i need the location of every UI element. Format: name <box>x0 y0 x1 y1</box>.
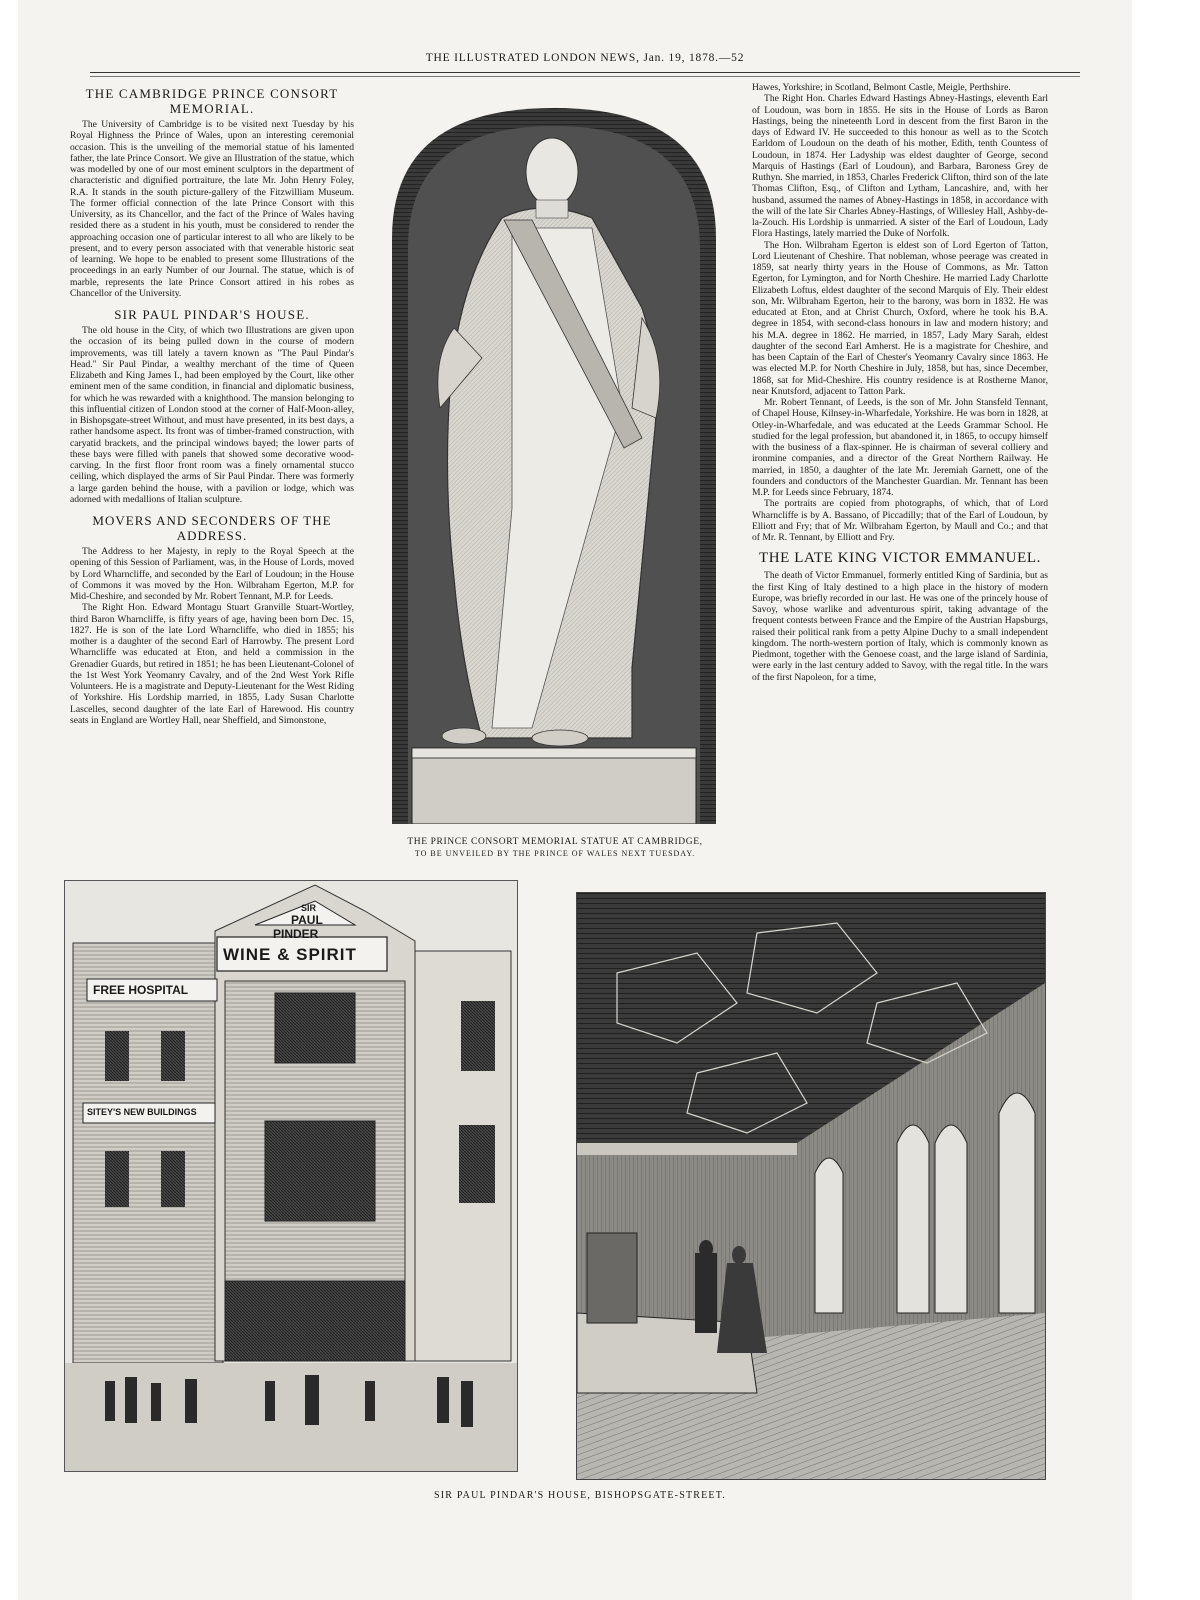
statue-caption <box>360 836 750 860</box>
sign-wine-spirit: WINE & SPIRIT <box>223 945 357 964</box>
wharncliffe-continued: Hawes, Yorkshire; in Scotland, Belmont Castle, Meigle, Perthshire. <box>752 82 1011 93</box>
portraits-paragraph: The portraits are copied from photographs, of which, that of Lord Wharncliffe is by A. Bassano, of Piccadilly; that of the Earl of Loudoun, by Elliott and Fry; that of Mr. Wilbraham Egerton, by Maull and Co.; and that of Mr. R. Tennant, by Elliott and Fry. <box>752 498 1048 543</box>
loudoun-paragraph: The Right Hon. Charles Edward Hastings Abney-Hastings, eleventh Earl of Loudoun, was born in 1855. He sits in the House of Lords as Baron Hastings, being the nineteenth Lord in descent from the first Baron in the days of Edward IV. He succeeded to this honour as well as to the Scotch Earldom of Loudoun on the death of his mother, Edith, tenth Countess of Loudoun, in 1874. Her Ladyship was eldest daughter of George, second Marquis of Hastings (Earl of Loudoun), and Barbara, Baroness Grey de Ruthyn. She married, in 1853, Charles Frederick Clifton, third son of the late Thomas Clifton, Esq., of Clifton and Lytham, Lancashire, and, with her husband, assumed the names of Abney-Hastings in 1858, in accordance with the will of the late Sir Charles Abney-Hastings, of Willesley Hall, Ashby-de-la-Zouch. His Lordship is unmarried. A sister of the Earl of Loudoun, Lady Flora Hastings, lately married the Duke of Norfolk. <box>752 93 1048 240</box>
statue-caption-line-2: TO BE UNVEILED BY THE PRINCE OF WALES NEXT TUESDAY. <box>414 849 696 858</box>
sign-free-hospital: FREE HOSPITAL <box>93 983 189 997</box>
exterior-engraving <box>65 881 517 1471</box>
bottom-caption: SIR PAUL PINDAR'S HOUSE, BISHOPSGATE-STREET. <box>433 1490 727 1501</box>
right-column <box>752 82 1048 683</box>
masthead-rule-2 <box>90 76 1080 77</box>
movers-paragraph: The Address to her Majesty, in reply to the Royal Speech at the opening of this Session of Parliament, was, in the House of Lords, moved by Lord Wharncliffe, and seconded by the Earl of Loudoun; in the House of Commons it was moved by the Hon. Wilbraham Egerton, M.P. for Mid-Cheshire, and seconded by Mr. Robert Tennant, M.P. for Leeds. <box>70 546 354 602</box>
pindar-article: The old house in the City, of which two Illustrations are given upon the occasion of its being pulled down in the course of modern improvements, was till lately a tavern known as "The Paul Pindar's Head." Sir Paul Pindar, a wealthy merchant of the time of Queen Elizabeth and King James I., had been employed by the Court, like other eminent men of the same condition, in financial and diplomatic business, for which he was rewarded with a knighthood. The mansion belonging to this influential citizen of London stood at the corner of Half-Moon-alley, in Bishopsgate-street Without, and must have presented, in its best days, a rather handsome aspect. Its front was of timber-framed construction, with caryatid brackets, and the principal windows bayed; the lower parts of these bays were filled with panels that showed some decorative wood-carving. In the first floor front room was a finely ornamental stucco ceiling, which displayed the arms of Sir Paul Pindar. There was formerly a large garden behind the house, with a pavilion or lodge, which was adorned with medallions of Italian sculpture. <box>70 325 354 505</box>
memorial-heading-2: MEMORIAL. <box>169 101 255 116</box>
movers-heading-2: ADDRESS. <box>176 528 248 543</box>
interior-illustration <box>576 892 1046 1480</box>
pindar-heading: SIR PAUL PINDAR'S HOUSE. <box>114 307 310 322</box>
sign-pinder: PINDER <box>273 927 319 941</box>
movers-heading-1: MOVERS AND SECONDERS OF THE <box>92 513 332 528</box>
sign-sir: SIR <box>301 903 317 913</box>
sign-new-buildings: SITEY'S NEW BUILDINGS <box>87 1107 197 1117</box>
egerton-paragraph: The Hon. Wilbraham Egerton is eldest son of Lord Egerton of Tatton, Lord Lieutenant of Cheshire. That nobleman, whose peerage was created in 1859, sat nearly thirty years in the House of Commons, as Mr. Tatton Egerton, for Lymington, and for North Cheshire. He married Lady Charlotte Elizabeth Loftus, eldest daughter of the second Marquis of Ely. Their eldest son, Mr. Wilbraham Egerton, heir to the barony, was born in 1832. He was educated at Eton, and at Christ Church, Oxford, where he took his B.A. degree in 1854, with second-class honours in law and modern history; and his M.A. degree in 1862. He married, in 1857, Lady Mary Sarah, eldest daughter of the second Earl Amherst. He is a magistrate for Cheshire, and has been Captain of the Earl of Chester's Yeomanry Cavalry since 1863. He was elected M.P. for North Cheshire in July, 1858, but has, since December, 1868, sat for Mid-Cheshire. His country residence is at Rostherne Manor, near Knutsford, adjacent to Tatton Park. <box>752 239 1048 397</box>
statue-caption-line-1: THE PRINCE CONSORT MEMORIAL STATUE AT CAMBRIDGE, <box>407 837 703 847</box>
memorial-heading-1: THE CAMBRIDGE PRINCE CONSORT <box>85 86 339 101</box>
masthead-rule <box>90 72 1080 73</box>
wharncliffe-paragraph: The Right Hon. Edward Montagu Stuart Granville Stuart-Wortley, third Baron Wharncliffe, is fifty years of age, having been born Dec. 15, 1827. He is son of the late Lord Wharncliffe, who died in 1855; his mother is a daughter of the second Earl of Harrowby. The present Lord Wharncliffe was educated at Eton, and held a commission in the Grenadier Guards, but retired in 1851; he has been Lieutenant-Colonel of the 1st West York Yeomanry Cavalry, and of the 2nd West York Rifle Volunteers. He is a magistrate and Deputy-Lieutenant for the West Riding of Yorkshire. His Lordship married, in 1855, Lady Susan Charlotte Lascelles, second daughter of the late Earl of Harewood. His country seats in England are Wortley Hall, near Sheffield, and Simonstone, <box>70 602 354 726</box>
interior-engraving <box>577 893 1045 1479</box>
masthead: THE ILLUSTRATED LONDON NEWS, Jan. 19, 1878.—52 <box>425 52 745 64</box>
exterior-illustration <box>64 880 518 1472</box>
left-column <box>70 86 354 726</box>
tennant-paragraph: Mr. Robert Tennant, of Leeds, is the son of Mr. John Stansfeld Tennant, of Chapel House, Kilnsey-in-Wharfedale, Yorkshire. He was born in 1828, at Otley-in-Wharfedale, and was educated at the Leeds Grammar School. He studied for the legal profession, but abandoned it, in 1865, to occupy himself with the business of a flax-spinner. He is chairman of several colliery and ironmine companies, and a director of the Great Northern Railway. He married, in 1850, a daughter of the late Mr. Jeremiah Garnett, one of the founders and conductors of the Manchester Guardian. Mr. Tennant has been M.P. for Leeds since February, 1874. <box>752 397 1049 498</box>
page-edge <box>1132 0 1200 1600</box>
statue-engraving <box>392 108 716 824</box>
sign-paul: PAUL <box>291 913 323 927</box>
king-heading: THE LATE KING VICTOR EMMANUEL. <box>758 550 1041 567</box>
statue-illustration <box>392 108 716 824</box>
king-article: The death of Victor Emmanuel, formerly entitled King of Sardinia, but as the first King of Italy destined to a high place in the history of modern Europe, was briefly recorded in our last. He was one of the princely house of Savoy, whose warlike and adventurous spirit, taking advantage of the frequent contests between France and the Empire of the Austrian Hapsburgs, raised their political rank from a petty Alpine Duchy to a small independent kingdom. The north-western portion of Italy, which is commonly known as Piedmont, together with the Genoese coast, and the large island of Sardinia, were early in the last century added to Savoy, with the regal title. In the wars of the first Napoleon, for a time, <box>752 570 1048 683</box>
memorial-article: The University of Cambridge is to be visited next Tuesday by his Royal Highness the Prince of Wales, upon an interesting ceremonial occasion. This is the unveiling of the memorial statue of his lamented father, the late Prince Consort. We give an Illustration of the statue, which was modelled by one of our most eminent sculptors in the department of characteristic and dignified portraiture, the late Mr. John Henry Foley, R.A. It stands in the south picture-gallery of the Fitzwilliam Museum. The former official connection of the late Prince Consort with this University, as its Chancellor, and the fact of the Prince of Wales having resided there as a student in his youth, must be considered to render the approaching occasion one of particular interest to all who are likely to be present, and to every person associated with that venerable historic seat of learning. We hope to be enabled to present some Illustrations of the proceedings in an early Number of our Journal. The statue, which is of marble, represents the late Prince Consort attired in his robes as Chancellor of the University. <box>70 119 354 299</box>
